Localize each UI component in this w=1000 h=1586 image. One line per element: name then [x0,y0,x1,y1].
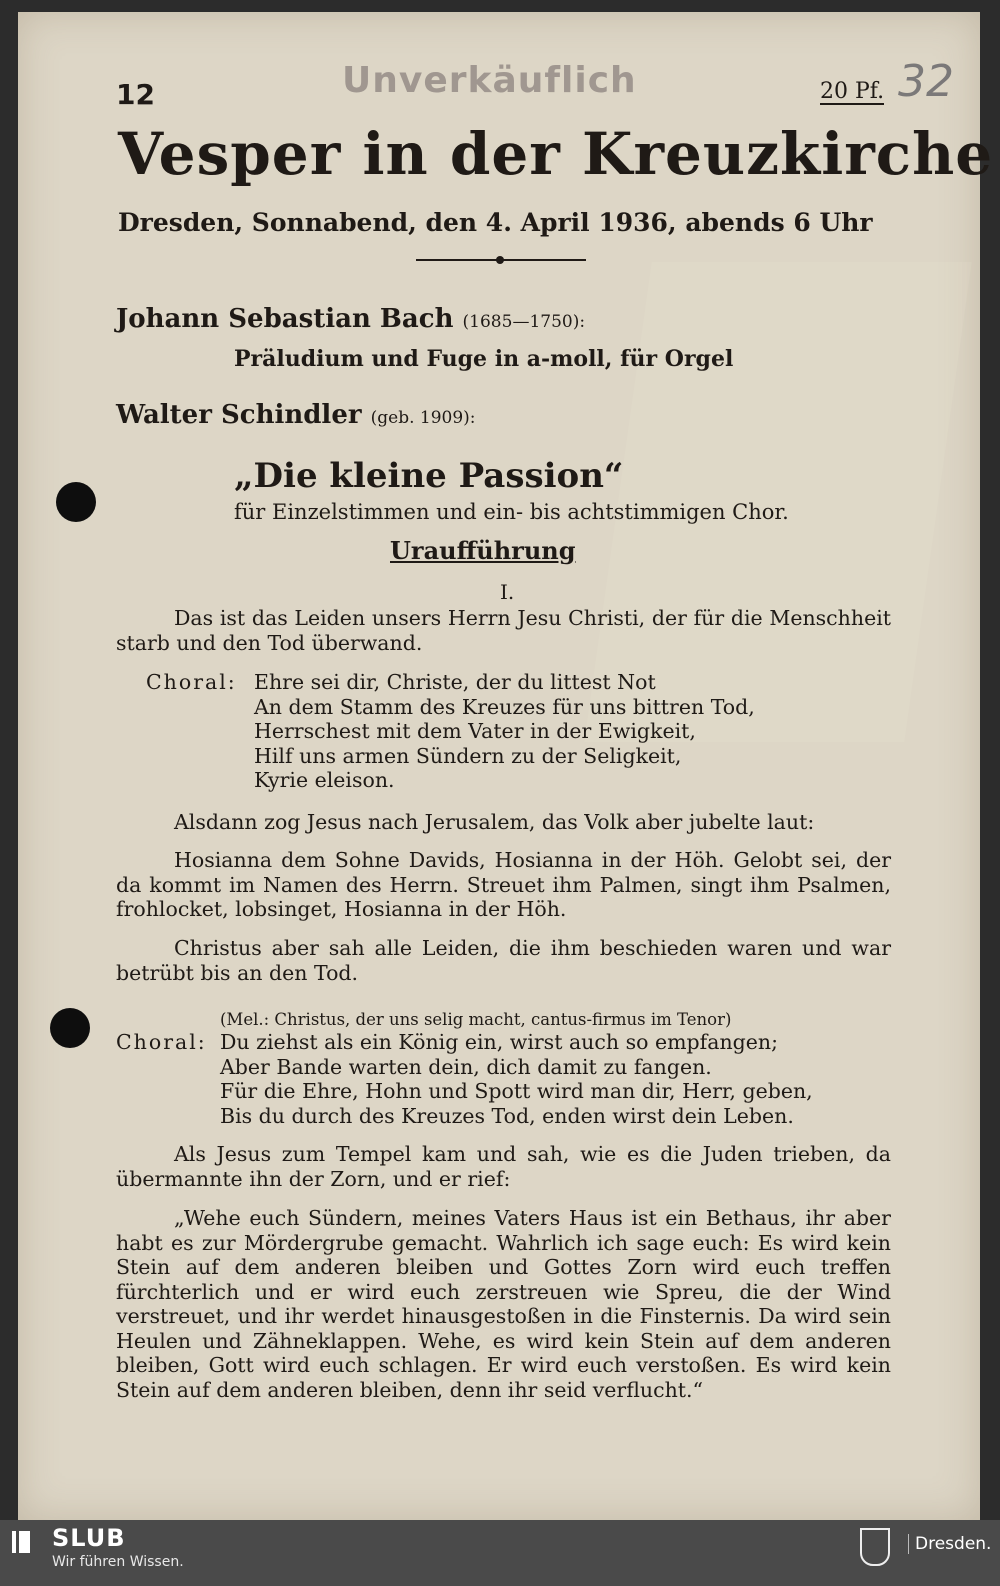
document-page [18,12,994,1520]
unsellable-stamp: Unverkäuflich [342,60,637,101]
choral-line: Für die Ehre, Hohn und Spott wird man dir, Herr, geben, [220,1079,813,1103]
choral-line: Aber Bande warten dein, dich damit zu fangen. [220,1054,712,1079]
page-title: Vesper in der Kreuzkirche [118,120,994,188]
library-tagline: Wir führen Wissen. [52,1554,184,1570]
work-prelude-fugue: Präludium und Fuge in a-moll, für Orgel [234,346,734,372]
choral-line: Hilf uns armen Sündern zu der Seligkeit, [254,743,682,768]
choral-lines [220,1030,813,1128]
composer-dates: (geb. 1909): [370,408,476,428]
handwritten-number: 32 [898,56,954,107]
composer-dates: (1685—1750): [462,312,586,332]
punch-hole [56,482,96,522]
text-paragraph: Das ist das Leiden unsers Herrn Jesu Christi, der für die Menschheit starb und den Tod überwand. [116,606,891,655]
composer-bach [116,304,585,334]
choral-label: Choral: [146,670,237,694]
choral-line: Bis du durch des Kreuzes Tod, enden wirst dein Leben. [220,1103,794,1128]
punch-hole [50,1008,90,1048]
divider-ornament [496,256,504,264]
choral-line: An dem Stamm des Kreuzes für uns bittren Tod, [254,694,755,719]
text-paragraph: Alsdann zog Jesus nach Jerusalem, das Volk aber jubelte laut: [174,810,815,834]
choral-lines [254,670,755,793]
premiere-label: Uraufführung [390,536,576,565]
work-scoring: für Einzelstimmen und ein- bis achtstimmigen Chor. [234,500,789,524]
price-label: 20 Pf. [820,79,885,104]
event-date-line: Dresden, Sonnabend, den 4. April 1936, abends 6 Uhr [118,208,873,237]
text-paragraph: Hosianna dem Sohne Davids, Hosianna in der Höh. Gelobt sei, der da kommt im Namen des Herrn. Streuet ihm Palmen, singt ihm Psalmen, frohlocket, lobsinget, Hosianna in der Höh. [116,848,891,921]
choral-block-1 [146,670,846,800]
choral-block-2 [116,1030,876,1130]
choral-line: Du ziehst als ein König ein, wirst auch so empfangen; [220,1030,779,1054]
page-number: 12 [116,78,155,111]
text-paragraph: Christus aber sah alle Leiden, die ihm beschieden waren und war betrübt bis an den Tod. [116,936,891,985]
library-logo-text[interactable]: SLUB [52,1524,126,1552]
part-number: I. [500,580,515,604]
choral-line: Herrschest mit dem Vater in der Ewigkeit, [254,719,696,743]
book-icon [10,1528,32,1556]
composer-schindler [116,400,476,430]
city-logo-text[interactable]: Dresden. [908,1534,991,1554]
composer-name: Johann Sebastian Bach [116,304,454,334]
composer-name: Walter Schindler [116,400,362,430]
city-crest-icon [860,1528,890,1566]
text-paragraph: Als Jesus zum Tempel kam und sah, wie es die Juden trieben, da übermannte ihn der Zorn, und er rief: [116,1142,891,1191]
text-paragraph: „Wehe euch Sündern, meines Vaters Haus ist ein Bethaus, ihr aber habt es zur Mördergrube gemacht. Wahrlich ich sage euch: Es wird kein Stein auf dem anderen bleiben und Gottes Zorn wird euch treffen fürchterlich und er wird euch zerstreuen wie Spreu, die der Wind verstreuet, und ihr werdet hinausgestoßen in die Finsternis. Da wird sein Heulen und Zähneklappen. Wehe, es wird kein Stein auf dem anderen bleiben, Gott wird euch schlagen. Er wird euch verstoßen. Es wird kein Stein auf dem anderen bleiben, denn ihr seid verflucht.“ [116,1206,891,1402]
library-footer [0,1520,1000,1586]
melody-note: (Mel.: Christus, der uns selig macht, cantus-firmus im Tenor) [220,1010,732,1029]
choral-line: Ehre sei dir, Christe, der du littest Not [254,670,656,694]
choral-line: Kyrie eleison. [254,768,395,792]
work-title-passion: „Die kleine Passion“ [234,456,624,496]
choral-label: Choral: [116,1030,207,1054]
